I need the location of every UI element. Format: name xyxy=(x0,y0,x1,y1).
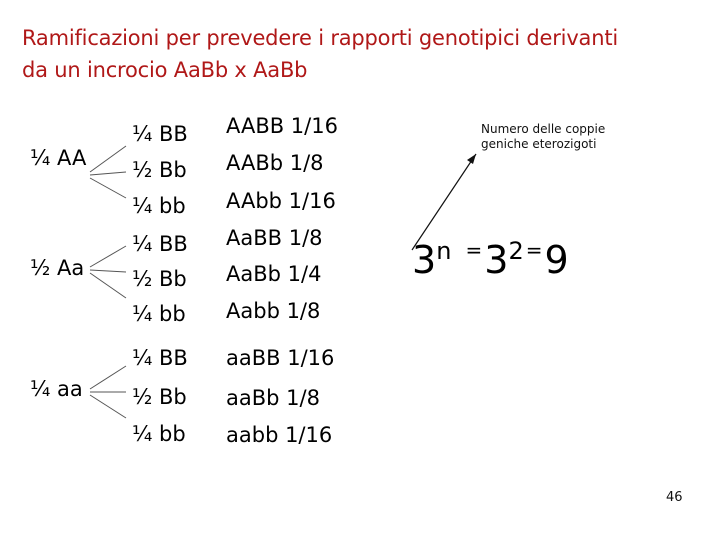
child-genotype: ¼ BB xyxy=(132,346,188,370)
result-genotype: Aabb 1/8 xyxy=(226,299,321,323)
genotype-count-formula xyxy=(412,238,569,282)
branch-line-rec-bb-rec xyxy=(90,395,126,418)
result-genotype: AaBB 1/8 xyxy=(226,226,323,250)
result-genotype: AABb 1/8 xyxy=(226,151,324,175)
result-genotype: AAbb 1/16 xyxy=(226,189,336,213)
title-line-1: Ramificazioni per prevedere i rapporti genotipici derivanti xyxy=(22,26,618,50)
result-genotype: aaBB 1/16 xyxy=(226,346,335,370)
formula-exponent-2: 2 xyxy=(508,237,524,265)
formula-exponent-n: n xyxy=(436,237,452,265)
formula-base-2: 3 xyxy=(484,238,509,282)
child-genotype: ½ Bb xyxy=(132,158,187,182)
result-genotype: AaBb 1/4 xyxy=(226,262,322,286)
result-genotype: aaBb 1/8 xyxy=(226,386,320,410)
parent-genotype-aa-het: ½ Aa xyxy=(30,256,85,280)
formula-equals-1: = xyxy=(465,238,483,262)
child-genotype: ½ Bb xyxy=(132,385,187,409)
formula-equals-2: = xyxy=(525,238,543,262)
child-genotype: ¼ bb xyxy=(132,302,186,326)
title-line-2: da un incrocio AaBb x AaBb xyxy=(22,58,308,82)
branch-line-aa-bb xyxy=(90,146,126,172)
parent-genotype-aa-dom: ¼ AA xyxy=(30,146,87,170)
child-genotype: ¼ BB xyxy=(132,232,188,256)
note-arrow-head xyxy=(467,154,476,164)
child-genotype: ½ Bb xyxy=(132,267,187,291)
parent-genotype-aa-rec: ¼ aa xyxy=(30,377,83,401)
branch-line-aa-bb-het xyxy=(90,172,126,175)
child-genotype: ¼ bb xyxy=(132,422,186,446)
branch-line-het-bb xyxy=(90,246,126,267)
child-genotype: ¼ BB xyxy=(132,122,188,146)
child-genotype: ¼ bb xyxy=(132,194,186,218)
note-arrow-line xyxy=(412,154,476,250)
result-genotype: AABB 1/16 xyxy=(226,114,338,138)
branch-line-het-bb-het xyxy=(90,270,126,272)
branch-line-rec-bb xyxy=(90,366,126,389)
formula-base-1: 3 xyxy=(412,238,437,282)
heterozygous-pairs-note: Numero delle coppie geniche eterozigoti xyxy=(481,122,606,151)
result-genotype: aabb 1/16 xyxy=(226,423,333,447)
page-number: 46 xyxy=(666,490,683,505)
branch-line-aa-bb-rec xyxy=(90,178,126,198)
branch-line-het-bb-rec xyxy=(90,273,126,298)
formula-result: 9 xyxy=(544,238,569,282)
